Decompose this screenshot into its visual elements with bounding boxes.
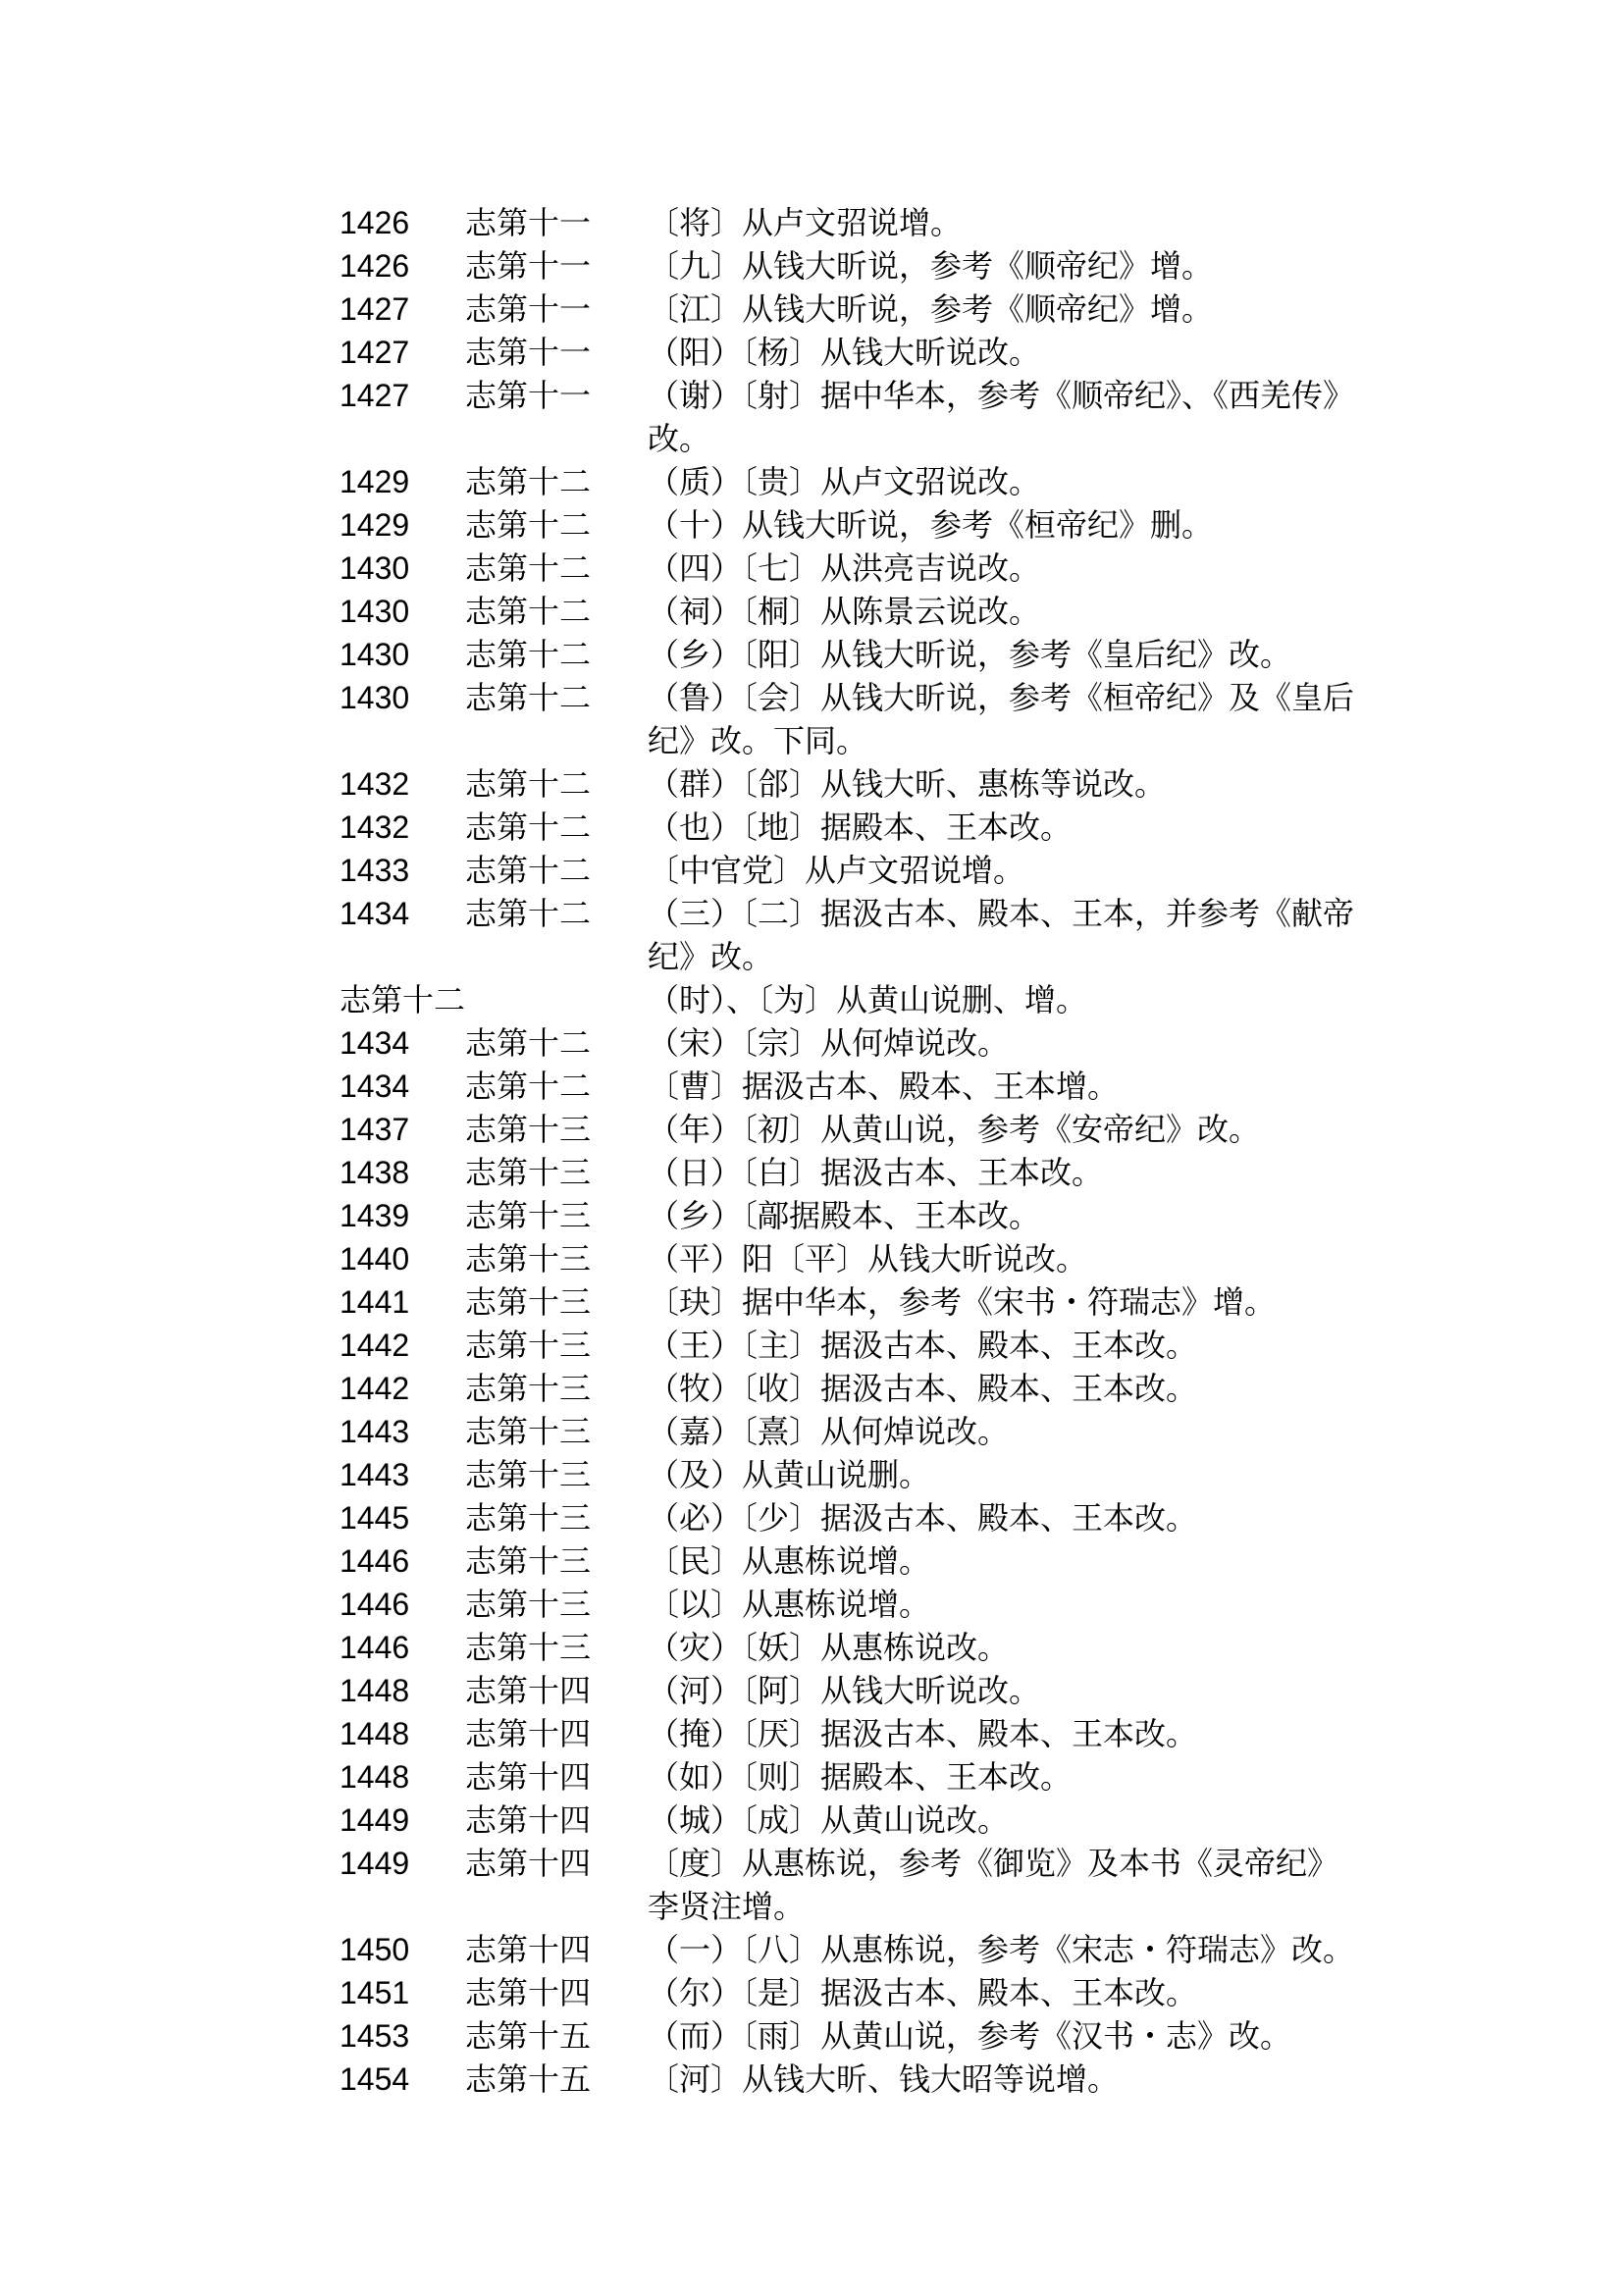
volume-label: 志第十二 <box>465 765 592 803</box>
list-item <box>340 806 1370 849</box>
list-item <box>340 244 1370 287</box>
list-item <box>340 1453 1370 1496</box>
page-number: 1432 <box>340 809 410 845</box>
collation-note: （质）〔贵〕从卢文弨说改。 <box>648 463 1041 500</box>
collation-note: （四）〔七〕从洪亮吉说改。 <box>648 549 1041 587</box>
page-number: 1446 <box>340 1587 410 1622</box>
list-item <box>340 1410 1370 1453</box>
volume-label: 志第十二 <box>465 1024 592 1062</box>
collation-note: （日）〔白〕据汲古本、王本改。 <box>648 1154 1104 1191</box>
list-item <box>340 547 1370 590</box>
list-item <box>340 1194 1370 1237</box>
collation-note: （时）、〔为〕从黄山说删、增。 <box>648 981 1088 1018</box>
volume-label: 志第十一 <box>465 204 592 241</box>
list-item <box>340 1669 1370 1712</box>
collation-note: （尔）〔是〕据汲古本、殿本、王本改。 <box>648 1974 1198 2011</box>
collation-note: 〔曹〕据汲古本、殿本、王本增。 <box>648 1068 1120 1105</box>
page-number: 1441 <box>340 1284 410 1320</box>
collation-note: （如）〔则〕据殿本、王本改。 <box>648 1758 1073 1796</box>
volume-label: 志第十三 <box>465 1629 592 1666</box>
volume-label: 志第十二 <box>465 463 592 500</box>
collation-note: （平）阳〔平〕从钱大昕说改。 <box>648 1240 1088 1277</box>
list-item <box>340 1237 1370 1280</box>
volume-label: 志第十四 <box>465 1801 592 1839</box>
page-number: 1434 <box>340 896 410 931</box>
list-item <box>340 762 1370 806</box>
page-number: 1438 <box>340 1155 410 1190</box>
page-number: 1454 <box>340 2061 410 2097</box>
list-item <box>340 1496 1370 1539</box>
page-number: 1434 <box>340 1069 410 1104</box>
collation-note: （祠）〔桐〕从陈景云说改。 <box>648 593 1041 630</box>
volume-label: 志第十一 <box>465 247 592 285</box>
list-item <box>340 287 1370 331</box>
page-number: 1442 <box>340 1328 410 1363</box>
list-item <box>340 1539 1370 1583</box>
volume-label: 志第十五 <box>465 2060 592 2098</box>
volume-label: 志第十一 <box>465 290 592 328</box>
list-item <box>340 1021 1370 1065</box>
page-number: 1429 <box>340 464 410 499</box>
list-item <box>340 460 1370 503</box>
page-number: 1434 <box>340 1025 410 1061</box>
list-item <box>340 590 1370 633</box>
collation-note: （一）〔八〕从惠栋说，参考《宋志・符瑞志》改。 <box>648 1931 1355 1968</box>
collation-note: 〔民〕从惠栋说增。 <box>648 1542 931 1580</box>
list-item <box>340 2014 1370 2058</box>
volume-label: 志第十二 <box>465 679 592 716</box>
volume-label: 志第十三 <box>465 1197 592 1234</box>
volume-label: 志第十二 <box>465 593 592 630</box>
collation-note: （灾）〔妖〕从惠栋说改。 <box>648 1629 1010 1666</box>
page-number: 1426 <box>340 205 410 240</box>
volume-label: 志第十三 <box>465 1499 592 1537</box>
list-item <box>340 892 1370 978</box>
page-number: 1429 <box>340 507 410 543</box>
volume-label: 志第十二 <box>465 808 592 846</box>
page-number: 1453 <box>340 2018 410 2054</box>
list-item <box>340 1065 1370 1108</box>
list-item <box>340 1712 1370 1755</box>
page-number: 1432 <box>340 766 410 802</box>
volume-label: 志第十四 <box>465 1974 592 2011</box>
collation-note: 〔玦〕据中华本，参考《宋书・符瑞志》增。 <box>648 1283 1277 1321</box>
volume-label: 志第十三 <box>465 1456 592 1493</box>
page-number: 1449 <box>340 1802 410 1838</box>
volume-label: 志第十二 <box>340 981 466 1018</box>
volume-label: 志第十二 <box>465 852 592 889</box>
volume-label: 志第十四 <box>465 1672 592 1709</box>
volume-label: 志第十一 <box>465 334 592 371</box>
list-item <box>340 1626 1370 1669</box>
list-item <box>340 1108 1370 1151</box>
collation-note: （掩）〔厌〕据汲古本、殿本、王本改。 <box>648 1715 1198 1752</box>
page-number: 1426 <box>340 248 410 284</box>
volume-label: 志第十三 <box>465 1283 592 1321</box>
page-number: 1437 <box>340 1112 410 1147</box>
collation-notes-list <box>340 201 1370 2101</box>
page-number: 1427 <box>340 291 410 327</box>
collation-note: （牧）〔收〕据汲古本、殿本、王本改。 <box>648 1370 1198 1407</box>
page-number: 1430 <box>340 637 410 672</box>
volume-label: 志第十三 <box>465 1240 592 1277</box>
list-item <box>340 849 1370 892</box>
collation-note: （群）〔郃〕从钱大昕、惠栋等说改。 <box>648 765 1167 803</box>
collation-note: 〔以〕从惠栋说增。 <box>648 1586 931 1623</box>
page-number: 1445 <box>340 1500 410 1536</box>
list-item <box>340 1583 1370 1626</box>
collation-note: （河）〔阿〕从钱大昕说改。 <box>648 1672 1041 1709</box>
list-item <box>340 1151 1370 1194</box>
page-number: 1446 <box>340 1543 410 1579</box>
volume-label: 志第十四 <box>465 1715 592 1752</box>
volume-label: 志第十二 <box>465 1068 592 1105</box>
list-item <box>340 1928 1370 1971</box>
volume-label: 志第十三 <box>465 1542 592 1580</box>
page-number: 1427 <box>340 335 410 370</box>
volume-label: 志第十四 <box>465 1931 592 1968</box>
page-number: 1443 <box>340 1414 410 1449</box>
page-number: 1443 <box>340 1457 410 1492</box>
page-number: 1433 <box>340 853 410 888</box>
list-item <box>340 503 1370 547</box>
list-item <box>340 978 1370 1021</box>
volume-label: 志第十三 <box>465 1111 592 1148</box>
collation-note: （而）〔雨〕从黄山说，参考《汉书・志》改。 <box>648 2017 1292 2055</box>
list-item <box>340 1324 1370 1367</box>
volume-label: 志第十三 <box>465 1154 592 1191</box>
collation-note: 〔将〕从卢文弨说增。 <box>648 204 963 241</box>
list-item <box>340 1280 1370 1324</box>
collation-note: （三）〔二〕据汲古本、殿本、王本，并参考《献帝纪》改。 <box>648 895 1355 975</box>
collation-note: 〔度〕从惠栋说，参考《御览》及本书《灵帝纪》李贤注增。 <box>648 1845 1339 1925</box>
page-number: 1448 <box>340 1673 410 1708</box>
volume-label: 志第十三 <box>465 1586 592 1623</box>
page-number: 1448 <box>340 1716 410 1751</box>
volume-label: 志第十二 <box>465 636 592 673</box>
page-number: 1446 <box>340 1630 410 1665</box>
list-item <box>340 2058 1370 2101</box>
collation-note: （宋）〔宗〕从何焯说改。 <box>648 1024 1010 1062</box>
collation-note: （王）〔主〕据汲古本、殿本、王本改。 <box>648 1327 1198 1364</box>
page-number: 1430 <box>340 594 410 629</box>
volume-label: 志第十三 <box>465 1370 592 1407</box>
page-number: 1430 <box>340 680 410 715</box>
collation-note: （乡）〔鄗据殿本、王本改。 <box>648 1197 1041 1234</box>
collation-note: （谢）〔射〕据中华本，参考《顺帝纪》、《西羌传》改。 <box>648 377 1355 457</box>
volume-label: 志第十五 <box>465 2017 592 2055</box>
volume-label: 志第十二 <box>465 506 592 544</box>
volume-label: 志第十二 <box>465 549 592 587</box>
volume-label: 志第十四 <box>465 1758 592 1796</box>
list-item <box>340 1367 1370 1410</box>
page-number: 1449 <box>340 1846 410 1881</box>
collation-note: （鲁）〔会〕从钱大昕说，参考《桓帝纪》及《皇后纪》改。下同。 <box>648 679 1355 759</box>
list-item <box>340 633 1370 676</box>
list-item <box>340 1799 1370 1842</box>
list-item <box>340 1842 1370 1928</box>
page-number: 1442 <box>340 1371 410 1406</box>
collation-note: （城）〔成〕从黄山说改。 <box>648 1801 1010 1839</box>
list-item <box>340 1755 1370 1799</box>
list-item <box>340 1971 1370 2014</box>
page-number: 1427 <box>340 378 410 413</box>
collation-note: （年）〔初〕从黄山说，参考《安帝纪》改。 <box>648 1111 1261 1148</box>
page-number: 1451 <box>340 1975 410 2010</box>
collation-note: （嘉）〔熹〕从何焯说改。 <box>648 1413 1010 1450</box>
collation-note: 〔九〕从钱大昕说，参考《顺帝纪》增。 <box>648 247 1214 285</box>
collation-note: （阳）〔杨〕从钱大昕说改。 <box>648 334 1041 371</box>
collation-note: （也）〔地〕据殿本、王本改。 <box>648 808 1073 846</box>
volume-label: 志第十二 <box>465 895 592 932</box>
volume-label: 志第十三 <box>465 1413 592 1450</box>
page-number: 1448 <box>340 1759 410 1795</box>
page-number: 1439 <box>340 1198 410 1233</box>
volume-label: 志第十四 <box>465 1845 592 1882</box>
collation-note: （乡）〔阳〕从钱大昕说，参考《皇后纪》改。 <box>648 636 1292 673</box>
collation-note: （十）从钱大昕说，参考《桓帝纪》删。 <box>648 506 1214 544</box>
volume-label: 志第十三 <box>465 1327 592 1364</box>
list-item <box>340 201 1370 244</box>
list-item <box>340 676 1370 762</box>
page-number: 1440 <box>340 1241 410 1277</box>
collation-note: 〔河〕从钱大昕、钱大昭等说增。 <box>648 2060 1120 2098</box>
page-number: 1450 <box>340 1932 410 1967</box>
collation-note: （必）〔少〕据汲古本、殿本、王本改。 <box>648 1499 1198 1537</box>
volume-label: 志第十一 <box>465 377 592 414</box>
collation-note: 〔中官党〕从卢文弨说增。 <box>648 852 1025 889</box>
collation-note: （及）从黄山说删。 <box>648 1456 931 1493</box>
page-number: 1430 <box>340 550 410 586</box>
list-item <box>340 374 1370 460</box>
list-item <box>340 331 1370 374</box>
collation-note: 〔江〕从钱大昕说，参考《顺帝纪》增。 <box>648 290 1214 328</box>
